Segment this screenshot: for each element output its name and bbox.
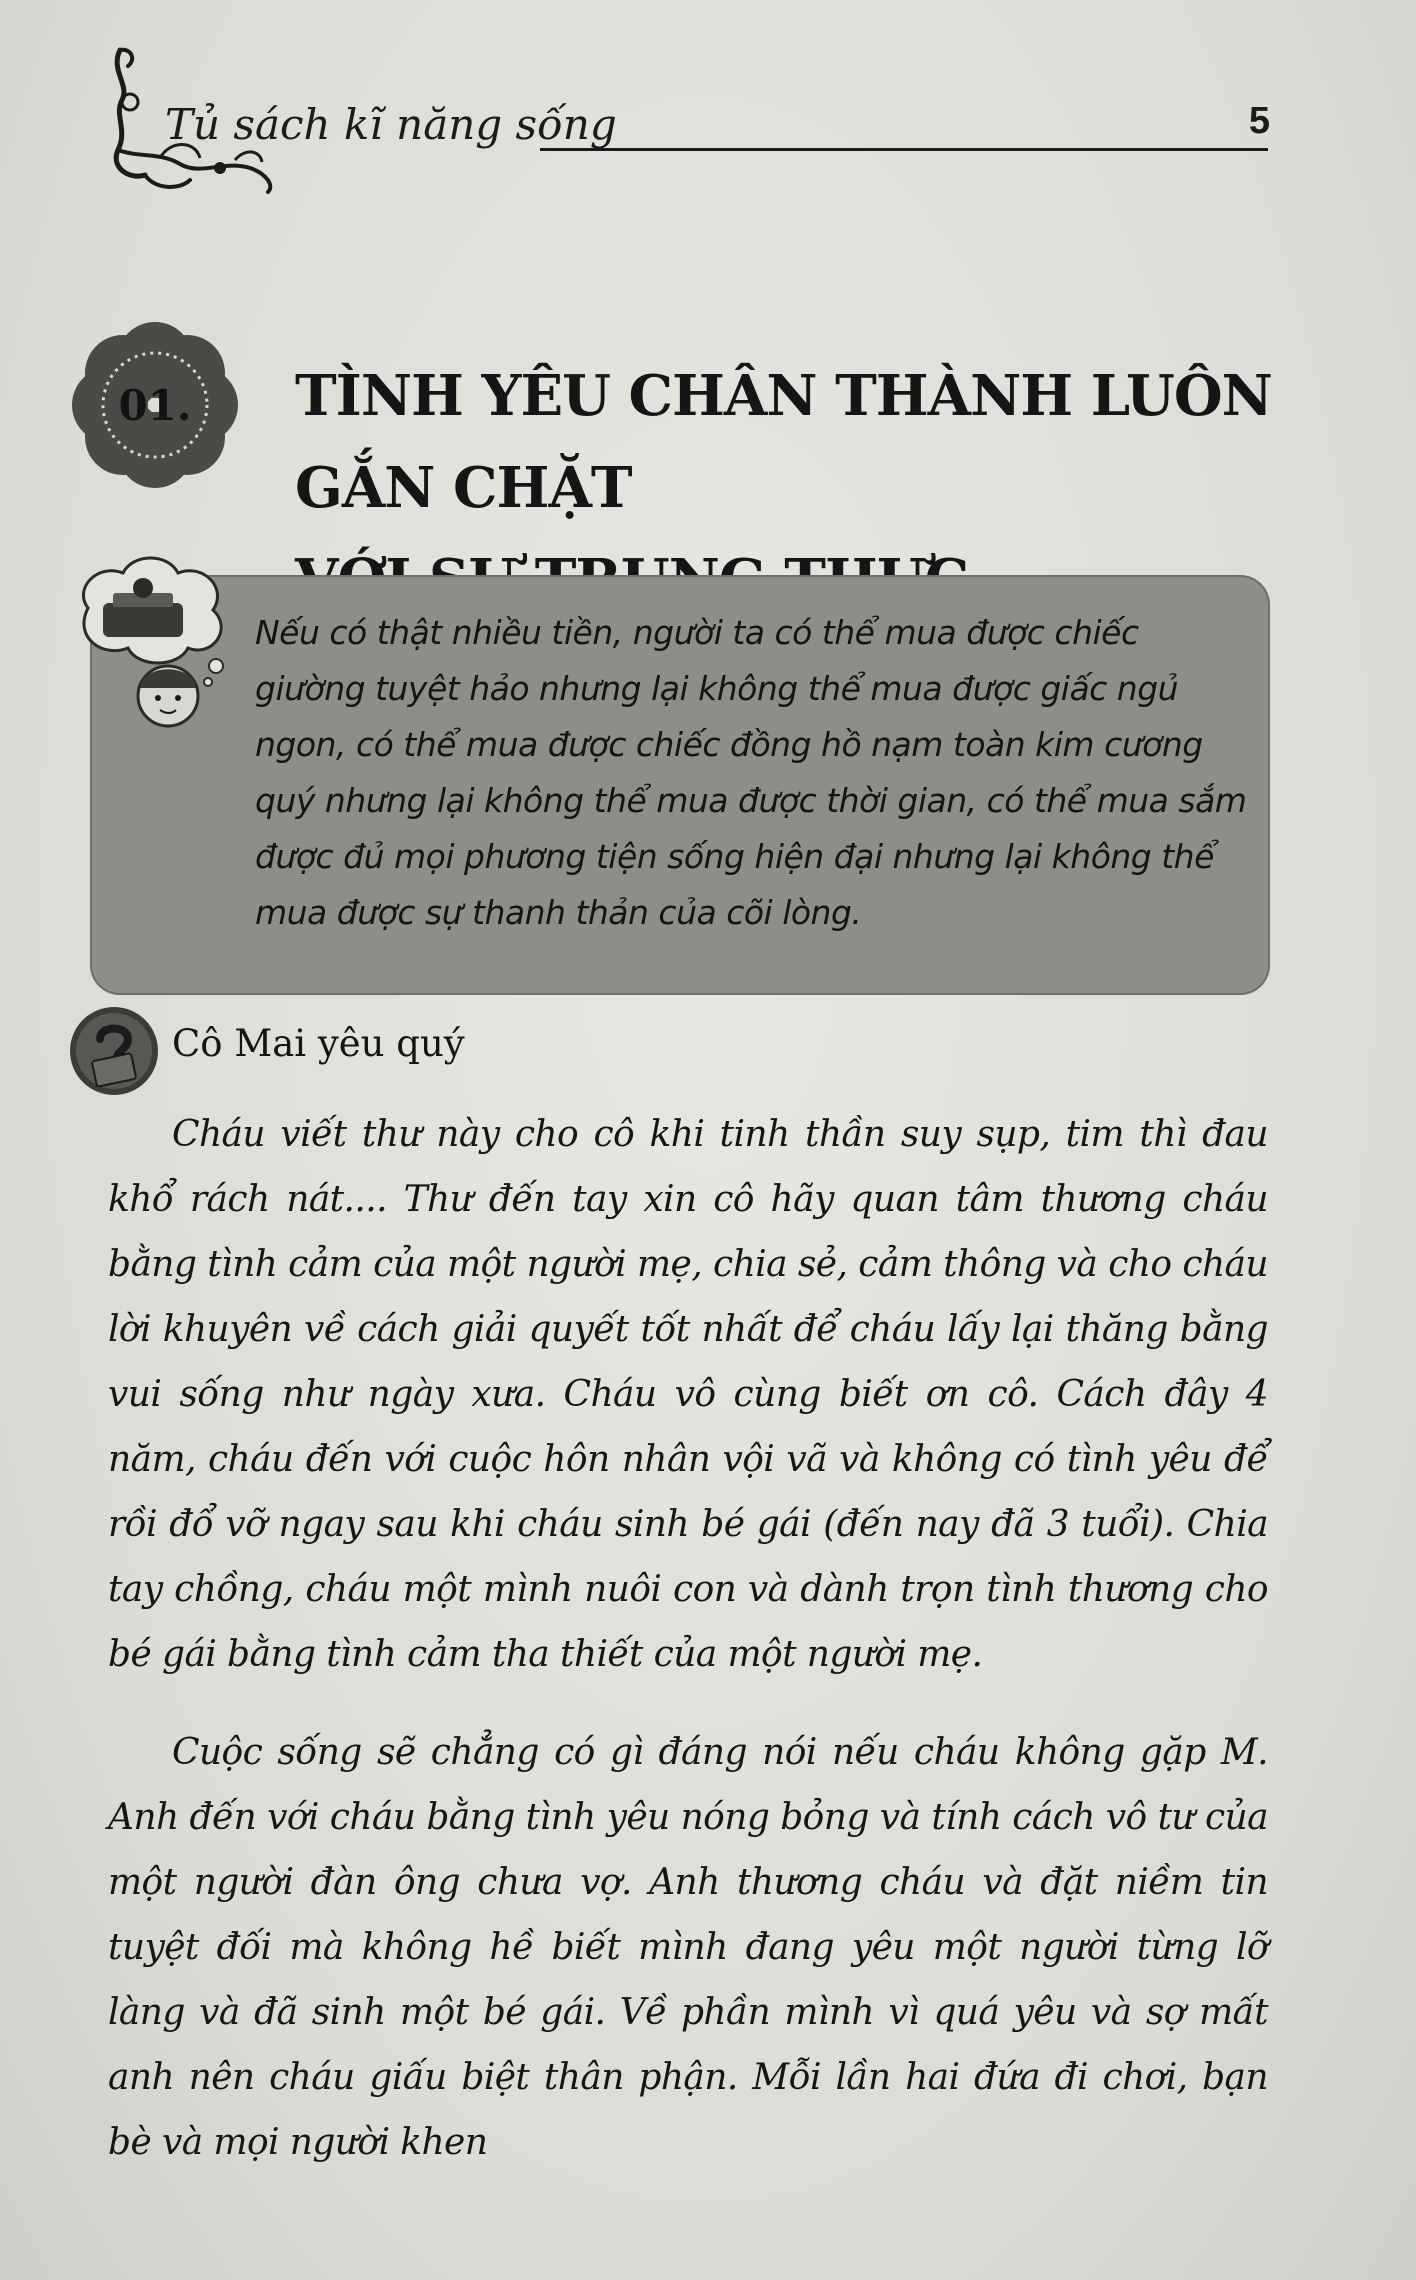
- series-title: Tủ sách kĩ năng sống: [165, 100, 617, 149]
- thought-bubble-illustration: [68, 548, 238, 738]
- page-number: 5: [1248, 100, 1270, 142]
- header-rule: [540, 148, 1268, 151]
- letter-paragraph-1: Cháu viết thư này cho cô khi tinh thần suy sụp, tim thì đau khổ rách nát.... Thư đến tay xin cô hãy quan tâm thương cháu bằng tình cảm của một người mẹ, chia sẻ, cảm thông và cho cháu lời khuyên về cách giải quyết tốt nhất để cháu lấy lại thăng bằng vui sống như ngày xưa. Cháu vô cùng biết ơn cô. Cách đây 4 năm, cháu đến với cuộc hôn nhân vội vã và không có tình yêu để rồi đổ vỡ ngay sau khi cháu sinh bé gái (đến nay đã 3 tuổi). Chia tay chồng, cháu một mình nuôi con và dành trọn tình thương cho bé gái bằng tình cảm tha thiết của một người mẹ.: [108, 1114, 1268, 1675]
- letter-body: [108, 1102, 1268, 2208]
- chapter-number: 01.: [118, 381, 192, 430]
- letter-salutation: Cô Mai yêu quý: [172, 1022, 465, 1065]
- quote-text: Nếu có thật nhiều tiền, người ta có thể mua được chiếc giường tuyệt hảo nhưng lại không thể mua được giấc ngủ ngon, có thể mua được chiếc đồng hồ nạm toàn kim cương quý nhưng lại không thể mua được thời gian, có thể mua sắm được đủ mọi phương tiện sống hiện đại nhưng lại không thể mua được sự thanh thản của cõi lòng.: [255, 613, 1247, 932]
- chapter-title-line-1: TÌNH YÊU CHÂN THÀNH LUÔN GẮN CHẶT: [295, 363, 1272, 521]
- letter-paragraph-2: Cuộc sống sẽ chẳng có gì đáng nói nếu cháu không gặp M. Anh đến với cháu bằng tình yêu nóng bỏng và tính cách vô tư của một người đàn ông chưa vợ. Anh thương cháu và đặt niềm tin tuyệt đối mà không hề biết mình đang yêu một người từng lỡ làng và đã sinh một bé gái. Về phần mình vì quá yêu và sợ mất anh nên cháu giấu biệt thân phận. Mỗi lần hai đứa đi chơi, bạn bè và mọi người khen: [108, 1732, 1268, 2163]
- question-mark-icon: [68, 1005, 160, 1097]
- flower-badge-icon: [70, 320, 240, 490]
